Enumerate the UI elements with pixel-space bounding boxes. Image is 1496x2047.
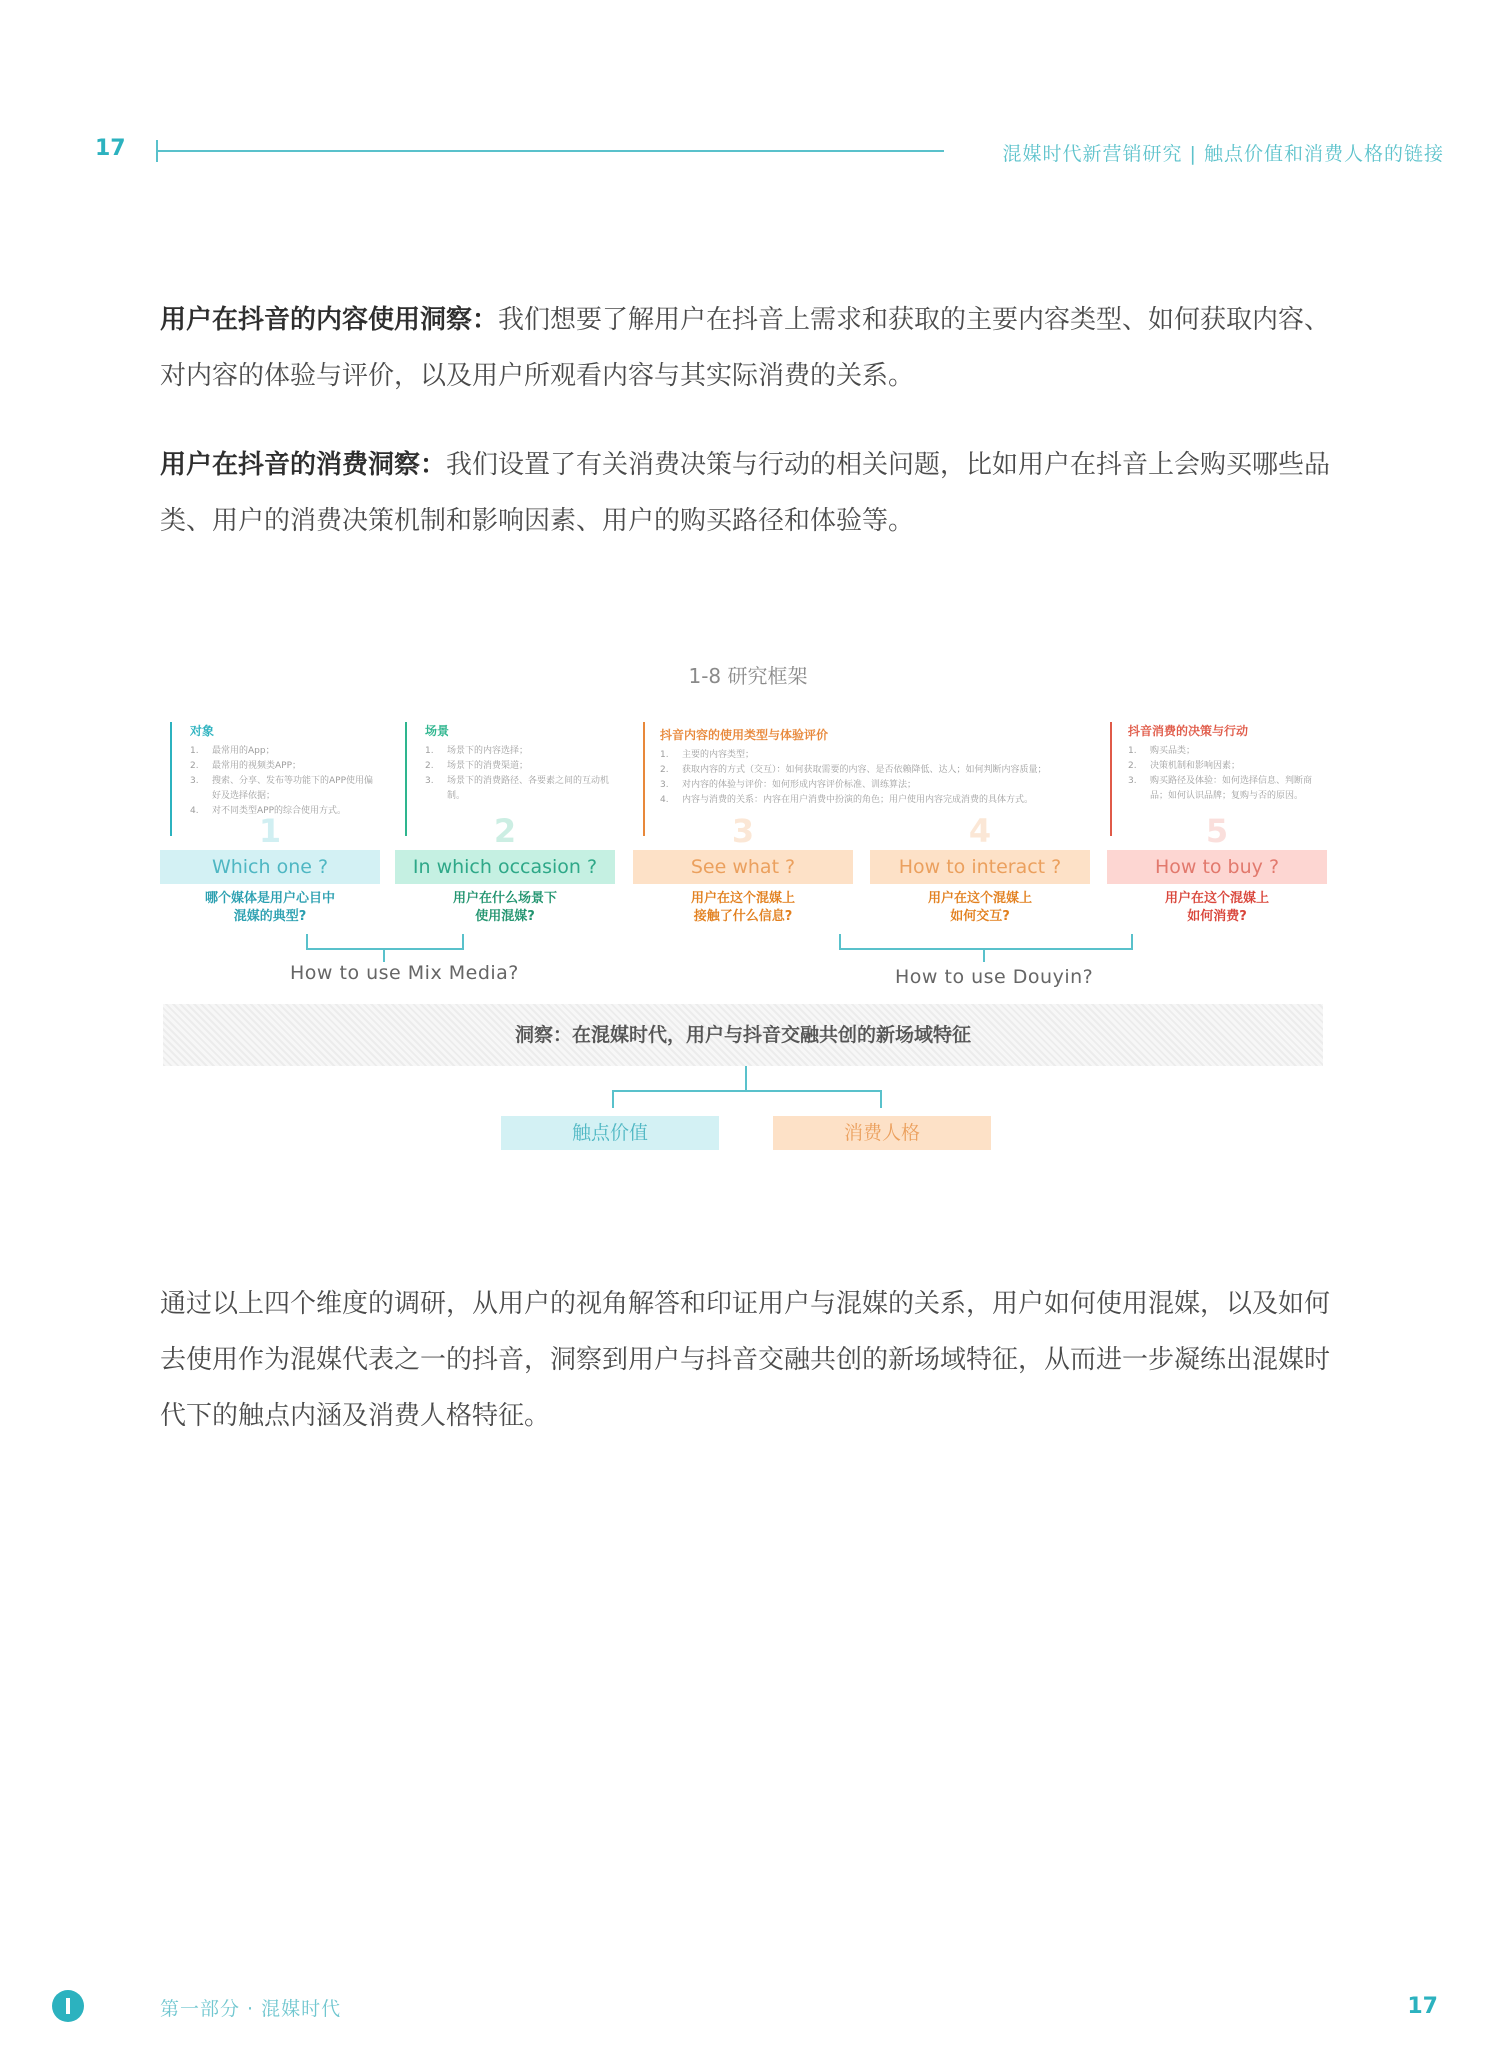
step-sub-line-2: 混媒的典型? (233, 909, 307, 924)
column-bar (405, 722, 407, 800)
list-item: 1. 最常用的App； (190, 746, 275, 756)
step-number: 1 (258, 812, 282, 850)
step-sub-line-1: 哪个媒体是用户心目中 (204, 891, 335, 906)
paragraph-text: 我们想要了解用户在抖音上需求和获取的主要内容类型、如何获取内容、对内容的体验与评价，以及用户所观看内容与其实际消费的关系。 (160, 305, 1331, 391)
step-question: In which occasion ? (395, 850, 615, 884)
step-number: 2 (493, 812, 517, 850)
figure-title: 1-8 研究框架 (688, 664, 808, 688)
list-item: 2. 场景下的消费渠道； (425, 761, 529, 771)
list-item: 3. 搜索、分享、发布等功能下的APP使用偏好及选择依据； (190, 776, 374, 801)
list-item: 1. 场景下的内容选择； (425, 746, 529, 756)
list-item: 2. 获取内容的方式（交互）：如何获取需要的内容、是否依赖降低、达人；如何判断内容质量； (660, 765, 1047, 775)
paragraph-consumption-insight (160, 437, 1336, 549)
list-item: 4. 对不同类型APP的综合使用方式。 (190, 806, 347, 816)
column-bar (1110, 722, 1112, 800)
list-item: 3. 购买路径及体验：如何选择信息、判断商品；如何认识品牌；复购与否的原因。 (1128, 776, 1313, 801)
step-sub-line-2: 使用混媒? (475, 909, 535, 924)
column-list-object (190, 744, 380, 819)
list-item: 2. 决策机制和影响因素； (1128, 761, 1241, 771)
list-item: 1. 主要的内容类型； (660, 750, 755, 760)
paragraph-conclusion: 通过以上四个维度的调研，从用户的视角解答和印证用户与混媒的关系，用户如何使用混媒，以及如何去使用作为混媒代表之一的抖音，洞察到用户与抖音交融共创的新场域特征，从而进一步凝练出混媒时代下的触点内涵及消费人格特征。 (160, 1289, 1331, 1431)
column-bar (170, 722, 172, 800)
step-number: 3 (731, 812, 755, 850)
step-sub-line-1: 用户在这个混媒上 (690, 891, 795, 906)
step-question: Which one ? (160, 850, 380, 884)
step-question: How to interact ? (870, 850, 1090, 884)
connector-stem (745, 1066, 747, 1090)
column-list-scene (425, 744, 615, 804)
paragraph-content-insight (160, 292, 1336, 404)
step-question: See what ? (633, 850, 853, 884)
brace-tick (383, 950, 385, 962)
list-item: 2. 最常用的视频类APP； (190, 761, 302, 771)
step-sub-line-1: 用户在这个混媒上 (927, 891, 1032, 906)
step-sub-line-1: 用户在什么场景下 (452, 891, 557, 906)
group-label-mix-media: How to use Mix Media? (290, 962, 519, 984)
output-consumer-persona: 消费人格 (773, 1116, 991, 1150)
header-title: 混媒时代新营销研究 | 触点价值和消费人格的链接 (1002, 143, 1444, 165)
column-list-content (660, 748, 1110, 808)
paragraph-lead: 用户在抖音的内容使用洞察： (160, 305, 499, 335)
step-question: How to buy ? (1107, 850, 1327, 884)
step-sub-line-2: 如何消费? (1187, 909, 1247, 924)
column-heading-consumption: 抖音消费的决策与行动 (1128, 724, 1249, 738)
list-item: 4. 内容与消费的关系：内容在用户消费中扮演的角色；用户使用内容完成消费的具体方式。 (660, 795, 1034, 805)
connector-right (880, 1090, 882, 1108)
column-heading-content: 抖音内容的使用类型与体验评价 (660, 728, 829, 742)
group-label-douyin: How to use Douyin? (895, 966, 1094, 988)
step-number: 5 (1205, 812, 1229, 850)
column-list-consumption (1128, 744, 1323, 804)
footer-page-number: 17 (1407, 1994, 1438, 2019)
brace-mix-media (306, 934, 464, 950)
list-item: 1. 购买品类； (1128, 746, 1196, 756)
section-badge-icon (52, 1990, 84, 2022)
column-bar (643, 722, 645, 800)
brace-tick (983, 950, 985, 962)
step-sub-line-2: 接触了什么信息? (693, 909, 793, 924)
list-item: 3. 对内容的体验与评价：如何形成内容评价标准、训练算法； (660, 780, 917, 790)
step-number: 4 (968, 812, 992, 850)
column-heading-scene: 场景 (425, 724, 450, 738)
paragraph-text: 我们设置了有关消费决策与行动的相关问题，比如用户在抖音上会购买哪些品类、用户的消费决策机制和影响因素、用户的购买路径和体验等。 (160, 450, 1331, 536)
brace-douyin (839, 934, 1133, 950)
step-sub-line-2: 如何交互? (950, 909, 1010, 924)
header-page-number: 17 (95, 136, 126, 161)
list-item: 3. 场景下的消费路径、各要素之间的互动机制。 (425, 776, 610, 801)
column-heading-object: 对象 (190, 724, 215, 738)
footer-section: 第一部分 · 混媒时代 (160, 1998, 342, 2020)
output-touchpoint-value: 触点价值 (501, 1116, 719, 1150)
step-sub-line-1: 用户在这个混媒上 (1164, 891, 1269, 906)
paragraph-lead: 用户在抖音的消费洞察： (160, 450, 447, 480)
header-rule (156, 150, 944, 152)
insight-band: 洞察：在混媒时代，用户与抖音交融共创的新场域特征 (163, 1004, 1323, 1066)
connector-left (612, 1090, 614, 1108)
connector-bar (612, 1090, 882, 1092)
